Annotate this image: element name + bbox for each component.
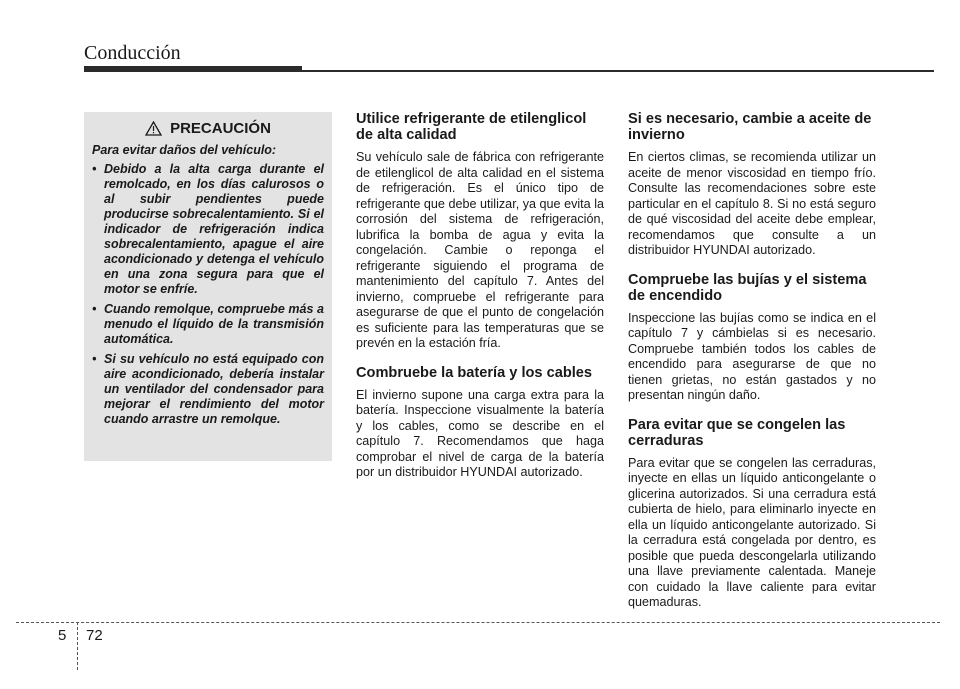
section-body-battery: El invierno supone una carga extra para la batería. Inspeccione visualmente la batería y los cables, como se describe en el capítulo 7. Recomendamos que haga comprobar el nivel de carga de la batería por un distribuidor HYUNDAI autorizado. bbox=[356, 387, 604, 479]
middle-column bbox=[356, 111, 604, 494]
caution-box bbox=[84, 112, 332, 461]
section-body-locks: Para evitar que se congelen las cerraduras, inyecte en ellas un líquido anticongelante o glicerina autorizados. Si una cerradura está cubierta de hielo, para eliminarlo inyecte en ella un líquido anticongelante autorizado. Si la cerradura está congelada por dentro, es posible que pueda descongelarla utilizando una llave previamente calentada. Maneje con cuidado la llave caliente para evitar quemaduras. bbox=[628, 455, 876, 609]
footer-page-number: 72 bbox=[86, 627, 103, 644]
page-header-title: Conducción bbox=[84, 42, 181, 64]
caution-list bbox=[92, 162, 324, 427]
footer-page-separator bbox=[77, 622, 78, 670]
section-heading-spark-plugs: Compruebe las bujías y el sistema de encendido bbox=[628, 271, 867, 304]
section-body-winter-oil: En ciertos climas, se recomienda utilizar un aceite de menor viscosidad en tiempo frío. Consulte las recomendaciones sobre este particular en el capítulo 8. Si no está seguro de qué viscosidad del aceite debe emplear, recomendamos que consulte a un distribuidor HYUNDAI autorizado. bbox=[628, 150, 876, 257]
header-rule-thin bbox=[302, 70, 934, 72]
caution-header bbox=[92, 120, 324, 137]
section-body-coolant: Su vehículo sale de fábrica con refrigerante de etilenglicol de alta calidad en el sistema de refrigeración. Es el único tipo de refrigerante que debe utilizar, ya que evita la corrosión del sistema de refrigeración, lubrifica la bomba de agua y evita la congelación. Cambie o reponga el refrigerante siguiendo el programa de mantenimiento del capítulo 7. Antes del invierno, compruebe el refrigerante para asegurarse de que el punto de congelación es suficiente para las temperaturas que se prevén en la estación fría. bbox=[356, 150, 604, 350]
caution-title: PRECAUCIÓN bbox=[170, 120, 271, 137]
footer-chapter-number: 5 bbox=[58, 627, 67, 644]
right-column bbox=[628, 111, 876, 624]
section-heading-locks: Para evitar que se congelen las cerraduras bbox=[628, 416, 846, 449]
section-heading-winter-oil: Si es necesario, cambie a aceite de invierno bbox=[628, 111, 872, 143]
caution-item: • Si su vehículo no está equipado con aire acondicionado, debería instalar un ventilador del condensador para mejorar el rendimiento del motor cuando arrastre un remolque. bbox=[92, 352, 324, 427]
section-heading-battery: Combruebe la batería y los cables bbox=[356, 364, 593, 381]
warning-triangle-icon bbox=[145, 121, 162, 136]
header-rule-thick bbox=[84, 66, 302, 72]
caution-item: • Debido a la alta carga durante el remolcado, en los días calurosos o al subir pendientes puede producirse sobrecalentamiento. Si el indicador de refrigeración indica sobrecalentamiento, apague el aire acondicionado y detenga el vehículo en una zona segura para que el motor se enfríe. bbox=[92, 162, 324, 297]
section-body-spark-plugs: Inspeccione las bujías como se indica en el capítulo 7 y cámbielas si es necesario. Compruebe también todos los cables de encendido para asegurarse de que no tienen grietas, no están gastados y no presentan ningún daño. bbox=[628, 310, 876, 402]
caution-intro: Para evitar daños del vehículo: bbox=[92, 143, 277, 157]
section-heading-coolant: Utilice refrigerante de etilenglicol de alta calidad bbox=[356, 111, 587, 143]
caution-item: • Cuando remolque, compruebe más a menudo el líquido de la transmisión automática. bbox=[92, 302, 324, 347]
footer-divider bbox=[16, 622, 940, 623]
